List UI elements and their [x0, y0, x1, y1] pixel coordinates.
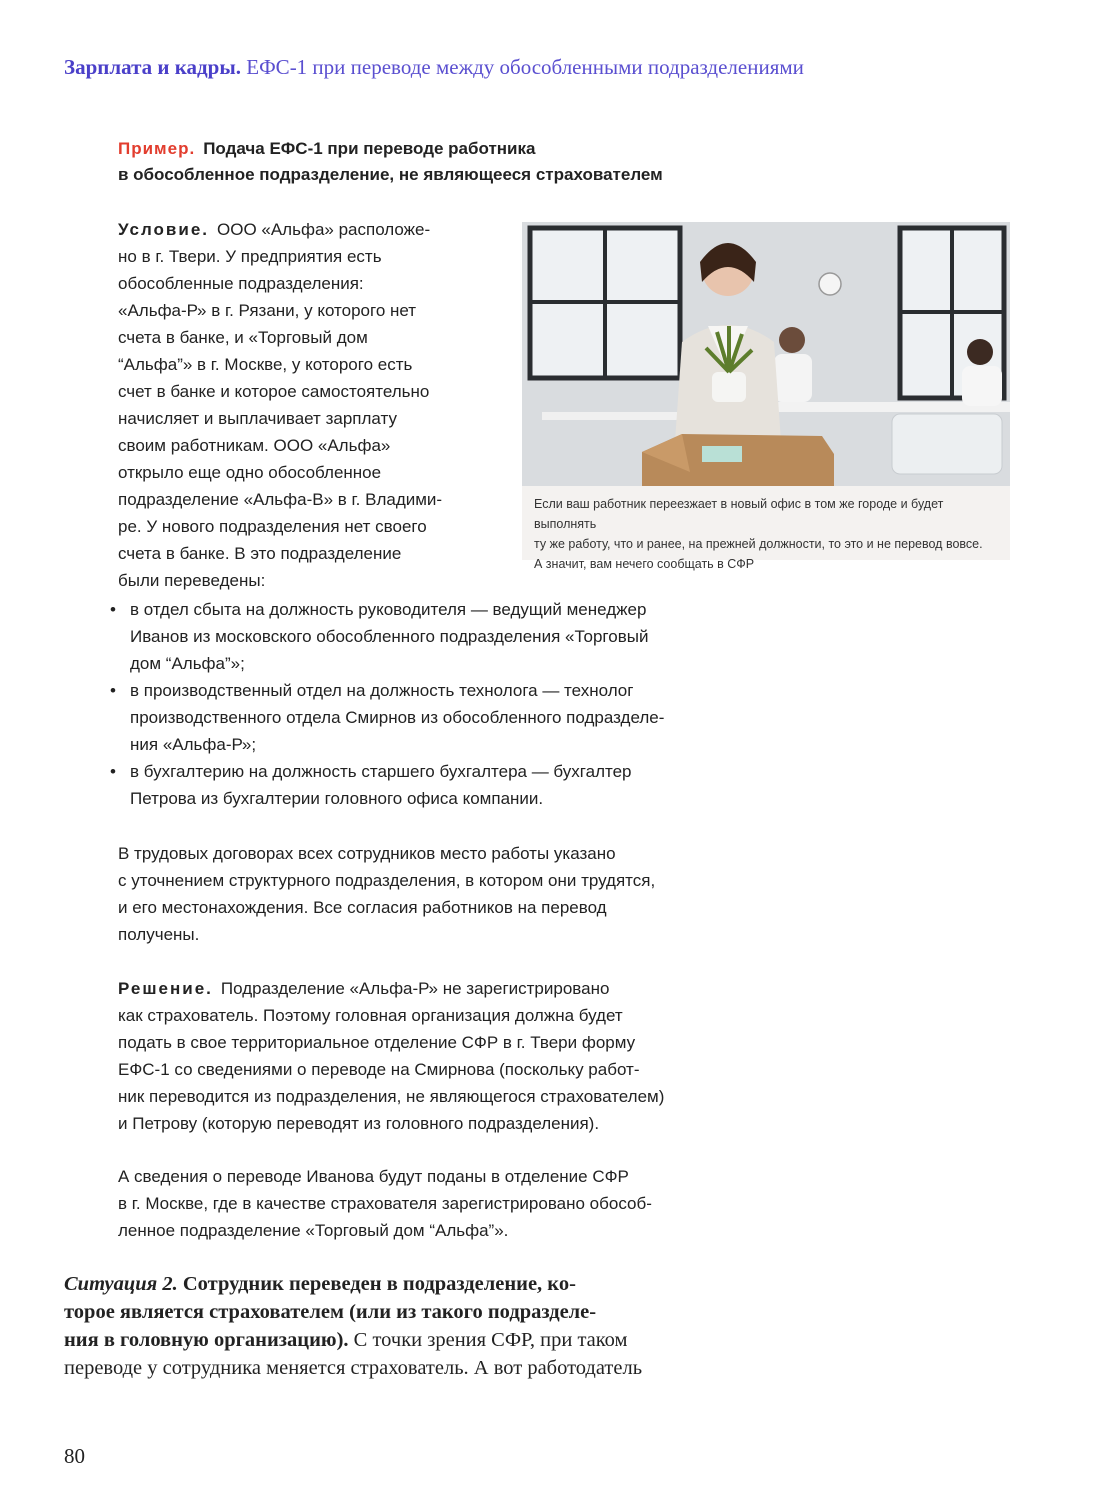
example-title-line1: Подача ЕФС-1 при переводе работника: [203, 139, 536, 158]
list-item-line: Петрова из бухгалтерии головного офиса компании.: [130, 789, 544, 808]
paragraph-line: как страхователь. Поэтому головная организация должна будет: [118, 1006, 623, 1025]
solution-paragraph: [118, 975, 738, 1137]
paragraph-line: В трудовых договорах всех сотрудников место работы указано: [118, 844, 616, 863]
paragraph-line: получены.: [118, 925, 200, 944]
list-item-line: Иванов из московского обособленного подразделения «Торговый: [130, 627, 649, 646]
situation-label: Ситуация 2.: [64, 1273, 178, 1295]
condition-line: подразделение «Альфа-В» в г. Владими-: [118, 490, 443, 509]
list-item-line: ния «Альфа-Р»;: [130, 735, 257, 754]
list-item-line: в отдел сбыта на должность руководителя — ведущий менеджер: [130, 600, 647, 619]
header-section: Зарплата и кадры.: [64, 55, 242, 79]
ivanov-paragraph: [118, 1163, 738, 1244]
page-number: 80: [64, 1444, 85, 1468]
office-photo: [522, 222, 1010, 486]
paragraph-line: подать в свое территориальное отделение СФР в г. Твери форму: [118, 1033, 636, 1052]
paragraph-line: ленное подразделение «Торговый дом “Альфа”».: [118, 1221, 509, 1240]
list-item-line: в бухгалтерию на должность старшего бухгалтера — бухгалтер: [130, 762, 632, 781]
list-item-line: производственного отдела Смирнов из обособленного подразделе-: [130, 708, 665, 727]
condition-line: были переведены:: [118, 571, 266, 590]
situation-bold-line: Сотрудник переведен в подразделение, ко-: [182, 1273, 576, 1295]
situation-2-paragraph: [64, 1270, 754, 1382]
photo-caption: [534, 494, 1004, 574]
condition-line: счета в банке, и «Торговый дом: [118, 328, 368, 347]
condition-line: ре. У нового подразделения нет своего: [118, 517, 427, 536]
list-item: [108, 758, 748, 812]
condition-line: счет в банке и которое самостоятельно: [118, 382, 430, 401]
condition-line: ООО «Альфа» расположе-: [217, 220, 431, 239]
paragraph-line: А сведения о переводе Иванова будут поданы в отделение СФР: [118, 1167, 629, 1186]
paragraph-line: в г. Москве, где в качестве страхователя зарегистрировано обособ-: [118, 1194, 652, 1213]
paragraph-line: и его местонахождения. Все согласия работников на перевод: [118, 898, 607, 917]
condition-line: счета в банке. В это подразделение: [118, 544, 402, 563]
paragraph-line: Подразделение «Альфа-Р» не зарегистрировано: [220, 979, 610, 998]
running-header: [64, 54, 1064, 80]
situation-bold-line: ния в головную организацию).: [64, 1329, 349, 1351]
condition-line: своим работникам. ООО «Альфа»: [118, 436, 391, 455]
caption-line: А значит, вам нечего сообщать в СФР: [534, 557, 755, 571]
list-item: [108, 677, 748, 758]
condition-label: Условие.: [118, 220, 209, 239]
paragraph-line: с уточнением структурного подразделения, в котором они трудятся,: [118, 871, 656, 890]
bullet-icon: •: [110, 600, 116, 619]
contracts-paragraph: [118, 840, 738, 948]
condition-line: «Альфа-Р» в г. Рязани, у которого нет: [118, 301, 417, 320]
caption-line: ту же работу, что и ранее, на прежней должности, то это и не перевод вовсе.: [534, 537, 983, 551]
situation-text-line: переводе у сотрудника меняется страхователь. А вот работодатель: [64, 1357, 643, 1379]
condition-line: обособленные подразделения:: [118, 274, 364, 293]
transfer-list: [108, 596, 748, 812]
paragraph-line: ник переводится из подразделения, не являющегося страхователем): [118, 1087, 665, 1106]
office-photo-figure: [522, 222, 1010, 571]
situation-text: С точки зрения СФР, при таком: [353, 1329, 628, 1351]
caption-line: Если ваш работник переезжает в новый офис в том же городе и будет выполнять: [534, 497, 944, 531]
situation-bold-line: торое является страхователем (или из такого подразделе-: [64, 1301, 597, 1323]
condition-line: но в г. Твери. У предприятия есть: [118, 247, 382, 266]
list-item: [108, 596, 748, 677]
condition-line: “Альфа”» в г. Москве, у которого есть: [118, 355, 413, 374]
header-title: ЕФС-1 при переводе между обособленными подразделениями: [246, 55, 804, 79]
condition-line: начисляет и выплачивает зарплату: [118, 409, 397, 428]
paragraph-line: ЕФС-1 со сведениями о переводе на Смирнова (поскольку работ-: [118, 1060, 640, 1079]
bullet-icon: •: [110, 681, 116, 700]
bullet-icon: •: [110, 762, 116, 781]
condition-line: открыло еще одно обособленное: [118, 463, 382, 482]
example-label: Пример.: [118, 139, 196, 158]
example-title: [118, 136, 818, 188]
example-title-line2: в обособленное подразделение, не являющееся страхователем: [118, 165, 663, 184]
list-item-line: в производственный отдел на должность технолога — технолог: [130, 681, 634, 700]
list-item-line: дом “Альфа”»;: [130, 654, 245, 673]
paragraph-line: и Петрову (которую переводят из головного подразделения).: [118, 1114, 600, 1133]
condition-block: [118, 216, 488, 594]
solution-label: Решение.: [118, 979, 213, 998]
